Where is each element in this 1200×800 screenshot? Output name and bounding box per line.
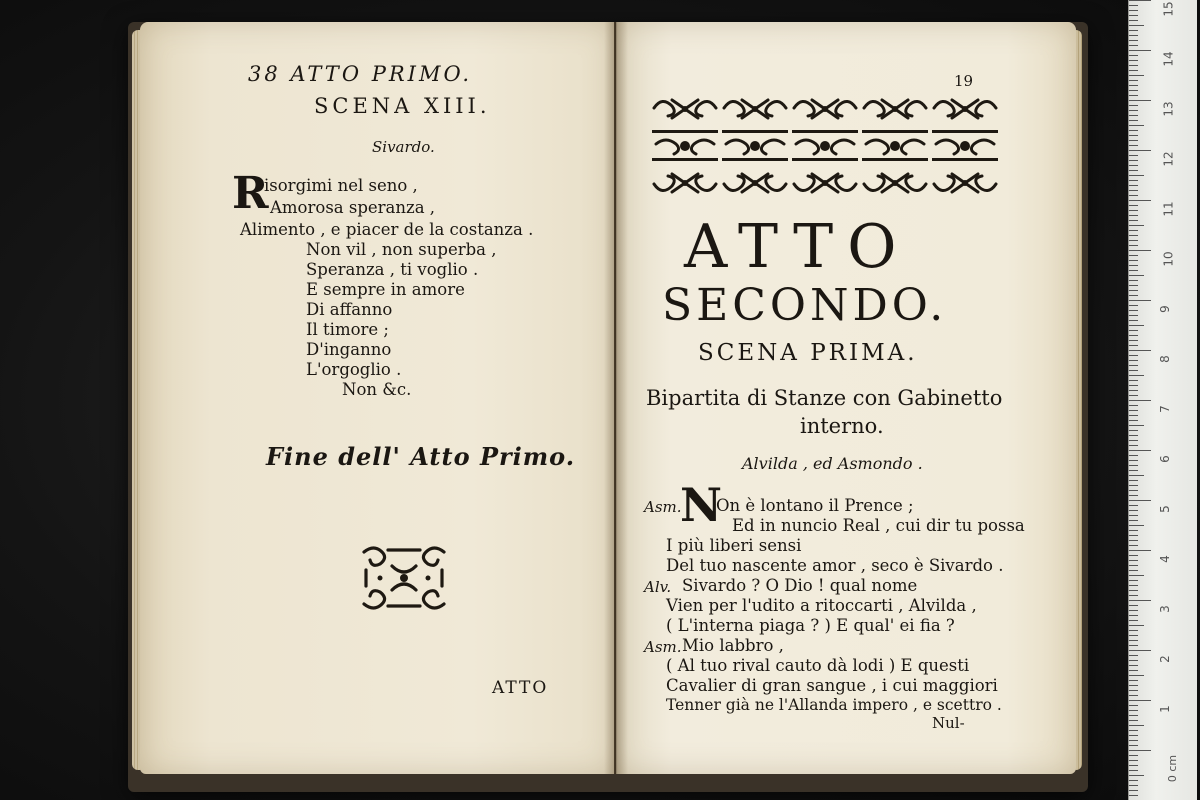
ruler-label: 5 [1157, 505, 1172, 513]
dialogue-line: ( Al tuo rival cauto dà lodi ) E questi [666, 656, 970, 675]
ruler-label: 4 [1157, 555, 1172, 563]
dialogue-line: On è lontano il Prence ; [716, 496, 914, 515]
verse-line: Speranza , ti voglio . [306, 260, 479, 279]
ruler-label: 13 [1161, 101, 1176, 117]
act-title: ATTO [684, 212, 911, 282]
ruler-label: 3 [1157, 605, 1172, 613]
right-page-scene-heading: SCENA PRIMA. [698, 340, 918, 366]
dialogue-line: ( L'interna piaga ? ) E qual' ei fia ? [666, 616, 955, 635]
ruler-label: 10 [1161, 251, 1176, 267]
dialogue-line: Del tuo nascente amor , seco è Sivardo . [666, 556, 1004, 575]
ruler-label: 12 [1161, 151, 1176, 167]
act-end-text: Fine dell' Atto Primo. [266, 442, 576, 471]
dialogue-line: Cavalier di gran sangue , i cui maggiori [666, 676, 998, 695]
printer-ornament-icon [358, 542, 450, 614]
verse-line: Non vil , non superba , [306, 240, 497, 259]
verse-line: D'inganno [306, 340, 392, 359]
book-gutter [604, 22, 628, 774]
left-page-running-header: 38 ATTO PRIMO. [248, 62, 473, 86]
ruler-label: 8 [1157, 355, 1172, 363]
left-page-scene-heading: SCENA XIII. [314, 94, 491, 118]
dialogue-line: Sivardo ? O Dio ! qual nome [682, 576, 918, 595]
verse-line: Il timore ; [306, 320, 389, 339]
scene-characters: Alvilda , ed Asmondo . [742, 454, 923, 473]
verse-line: L'orgoglio . [306, 360, 402, 379]
right-page-number: 19 [954, 72, 974, 90]
dialogue-line: Tenner già ne l'Allanda impero , e scettro . [666, 696, 1002, 714]
left-page [140, 22, 614, 774]
stage-setting-line-1: Bipartita di Stanze con Gabinetto [646, 386, 1003, 410]
dialogue-line: Vien per l'udito a ritoccarti , Alvilda , [666, 596, 977, 615]
scale-ruler [1128, 0, 1197, 800]
ruler-label: 7 [1157, 405, 1172, 413]
left-page-speaker: Sivardo. [372, 138, 435, 156]
verse-line: E sempre in amore [306, 280, 465, 299]
right-page-drop-cap: N [680, 478, 723, 532]
ruler-unit-label: 0 cm [1166, 754, 1180, 783]
printer-ornament-band-icon [650, 92, 1000, 196]
left-page-drop-cap: R [232, 168, 269, 219]
dialogue-speaker: Asm. [644, 638, 682, 656]
ruler-label: 14 [1161, 51, 1176, 67]
ruler-label: 9 [1157, 305, 1172, 313]
right-page-catchword: Nul- [932, 714, 965, 732]
verse-line: Amorosa speranza , [270, 198, 436, 217]
ruler-label: 15 [1161, 1, 1176, 17]
verse-line: Non &c. [342, 380, 412, 399]
right-page [616, 22, 1076, 774]
ruler-label: 6 [1157, 455, 1172, 463]
verse-line: isorgimi nel seno , [264, 176, 418, 195]
dialogue-line: Mio labbro , [682, 636, 784, 655]
dialogue-speaker: Asm. [644, 498, 682, 516]
dialogue-speaker: Alv. [644, 578, 672, 596]
dialogue-line: Ed in nuncio Real , cui dir tu possa [732, 516, 1025, 535]
act-number-title: SECONDO. [662, 280, 948, 331]
ruler-ticks [1129, 0, 1197, 800]
left-page-catchword: ATTO [492, 678, 549, 698]
dialogue-line: I più liberi sensi [666, 536, 802, 555]
ruler-label: 1 [1157, 705, 1172, 713]
stage-setting-line-2: interno. [800, 414, 884, 438]
verse-line: Di affanno [306, 300, 393, 319]
ruler-label: 2 [1157, 655, 1172, 663]
verse-line: Alimento , e piacer de la costanza . [240, 220, 534, 239]
ruler-label: 11 [1161, 201, 1176, 217]
